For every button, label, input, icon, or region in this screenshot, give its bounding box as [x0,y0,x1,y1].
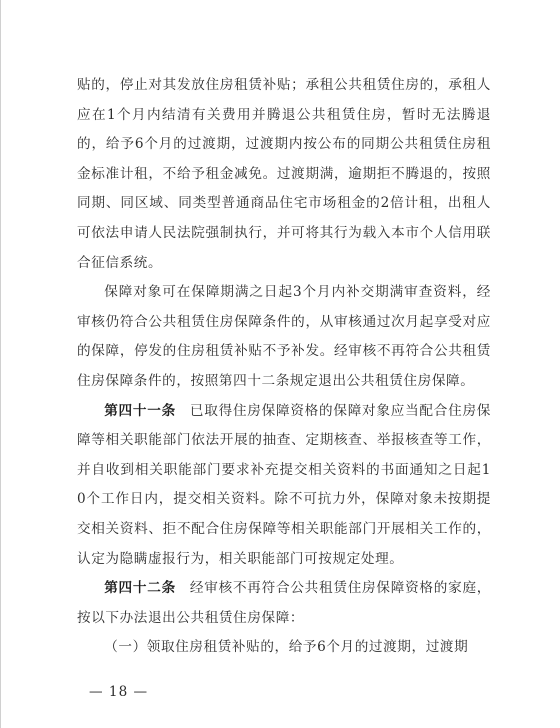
paragraph-article-41 [77,397,491,575]
paragraph-text: 贴的，停止对其发放住房租赁补贴；承租公共租赁住房的，承租人应在1个月内结清有关费用并腾退公共租赁住房，暂时无法腾退的，给予6个月的过渡期，过渡期内按公布的同期公共租赁住房租金标准计租，不给予租金减免。过渡期满，逾期拒不腾退的，按照同期、同区域、同类型普通商品住宅市场租金的2倍计租，出租人可依法申请人民法院强制执行，并可将其行为载入本市个人信用联合征信系统。 [77,77,491,271]
article-number: 第四十二条 [104,580,176,597]
paragraph-item-1 [77,633,491,663]
page-number: — 18 — [89,684,149,700]
paragraph-text: 保障对象可在保障期满之日起3个月内补交期满审查资料，经审核仍符合公共租赁住房保障条件的，从审核通过次月起享受对应的保障，停发的住房租赁补贴不予补发。经审核不再符合公共租赁住房保障条件的，按照第四十二条规定退出公共租赁住房保障。 [77,284,491,389]
paragraph-text: （一）领取住房租赁补贴的，给予6个月的过渡期，过渡期 [104,639,469,656]
paragraph-article-42 [77,574,491,633]
paragraph-text: 已取得住房保障资格的保障对象应当配合住房保障等相关职能部门依法开展的抽查、定期核查、举报核查等工作，并自收到相关职能部门要求补充提交相关资料的书面通知之日起10个工作日内，提交相关资料。除不可抗力外，保障对象未按期提交相关资料、拒不配合住房保障等相关职能部门开展相关工作的，认定为隐瞒虚报行为，相关职能部门可按规定处理。 [77,402,492,567]
paragraph-renewal-review [77,278,491,396]
paragraph-text: 经审核不再符合公共租赁住房保障资格的家庭，按以下办法退出公共租赁住房保障： [77,580,492,626]
document-body [77,71,491,663]
paragraph-continuation [77,71,491,278]
article-number: 第四十一条 [104,402,176,419]
